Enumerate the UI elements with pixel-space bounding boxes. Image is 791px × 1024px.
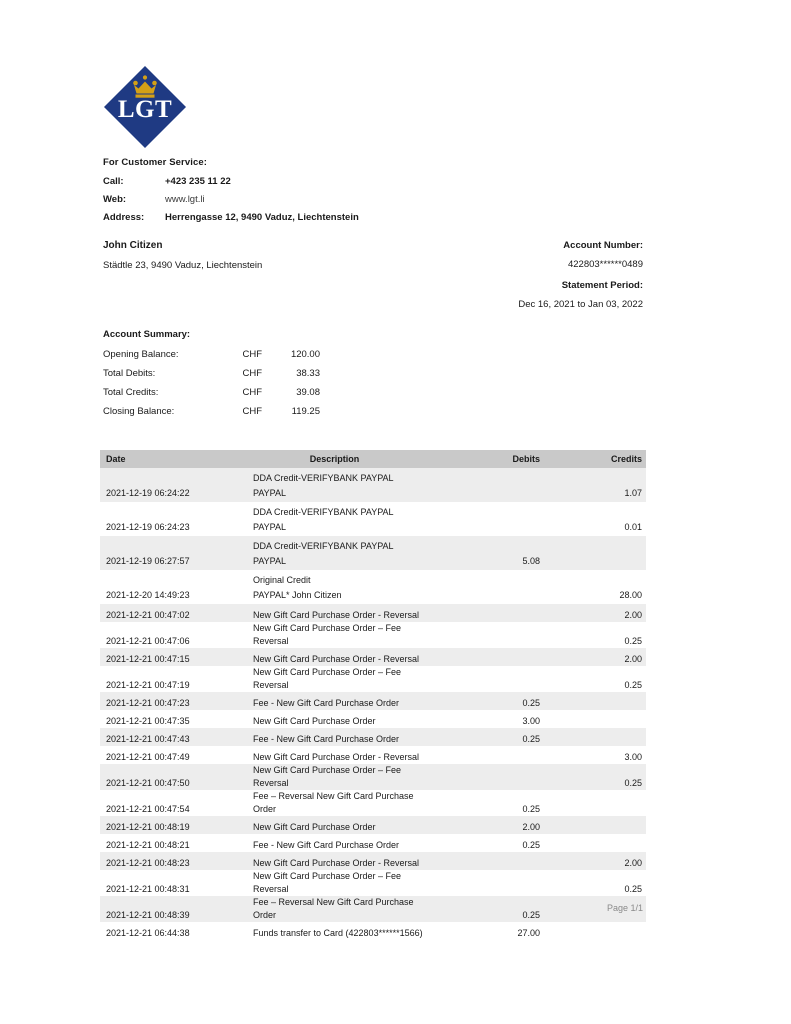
description-line-2: New Gift Card Purchase Order – Fee Reversal (253, 871, 402, 894)
cell-credit (546, 710, 646, 728)
cell-date: 2021-12-21 00:48:31 (106, 884, 190, 894)
cell-description (227, 502, 442, 536)
cell-credit (546, 834, 646, 852)
cell-date: 2021-12-21 00:47:15 (100, 648, 227, 666)
total-credits-amount: 39.08 (296, 387, 320, 398)
address-value: Herrengasse 12, 9490 Vaduz, Liechtenstein (165, 212, 359, 223)
table-row[interactable] (100, 746, 646, 764)
cell-description (227, 622, 442, 648)
cell-debit (442, 648, 546, 666)
cell-debit (442, 852, 546, 870)
cell-debit (442, 604, 546, 622)
cell-date: 2021-12-21 00:47:02 (100, 604, 227, 622)
cell-debit: 3.00 (522, 716, 540, 726)
cell-description (227, 666, 442, 692)
table-row[interactable] (100, 502, 646, 536)
cell-date: 2021-12-20 14:49:23 (106, 590, 190, 600)
account-holder-block (103, 240, 262, 271)
cell-description (227, 692, 442, 710)
cell-credit: 1.07 (546, 468, 646, 502)
description-line-2: Fee – Reversal New Gift Card Purchase Order (253, 897, 414, 920)
cell-credit: 0.25 (624, 680, 642, 690)
summary-row-total-debits (103, 368, 320, 379)
account-number-value: 422803******0489 (567, 259, 643, 270)
cell-debit (442, 870, 546, 896)
table-row[interactable] (100, 870, 646, 896)
description-line-2: Funds transfer to Card (422803******1566) (253, 928, 423, 938)
total-credits-currency: CHF (242, 387, 262, 398)
table-row[interactable] (100, 622, 646, 648)
description-line-1: DDA Credit-VERIFYBANK PAYPAL (253, 541, 394, 551)
cell-debit: 27.00 (517, 928, 540, 938)
description-line-2: Fee – Reversal New Gift Card Purchase Order (253, 791, 414, 814)
table-row[interactable] (100, 816, 646, 834)
description-line-2: New Gift Card Purchase Order – Fee Reversal (253, 765, 402, 788)
cell-description (227, 790, 442, 816)
cell-credit: 0.25 (546, 764, 646, 790)
account-summary-title: Account Summary: (103, 329, 191, 340)
cell-description (227, 710, 442, 728)
description-line-2: PAYPAL (253, 522, 287, 532)
description-line-2: New Gift Card Purchase Order – Fee Reversal (253, 667, 402, 690)
opening-balance-label: Opening Balance: (103, 349, 179, 360)
cell-debit: 2.00 (442, 816, 546, 834)
cell-description (227, 570, 442, 604)
table-row[interactable] (100, 692, 646, 710)
cell-description (227, 536, 442, 570)
description-line-2: New Gift Card Purchase Order (253, 716, 376, 726)
summary-row-opening-balance (103, 349, 320, 360)
table-row[interactable] (100, 710, 646, 728)
cell-description (227, 764, 442, 790)
description-line-2: Fee - New Gift Card Purchase Order (253, 734, 400, 744)
description-line-2: New Gift Card Purchase Order - Reversal (253, 752, 420, 762)
description-line-2: New Gift Card Purchase Order - Reversal (253, 858, 420, 868)
cell-description (227, 604, 442, 622)
cell-debit: 0.25 (442, 728, 546, 746)
page-number: Page 1/1 (606, 903, 643, 913)
table-row[interactable] (100, 790, 646, 816)
call-label: Call: (103, 176, 124, 187)
table-row[interactable] (100, 728, 646, 746)
table-row[interactable] (100, 834, 646, 852)
cell-credit (546, 922, 646, 940)
cell-description (227, 746, 442, 764)
transactions-table-header (100, 450, 646, 468)
column-header-description[interactable]: Description (227, 450, 442, 468)
account-info-block (383, 240, 643, 310)
cell-date: 2021-12-21 00:48:39 (100, 896, 227, 922)
cell-credit: 2.00 (546, 852, 646, 870)
cell-date: 2021-12-21 00:47:49 (106, 752, 190, 762)
cell-description (227, 648, 442, 666)
customer-service-row-web (103, 194, 359, 205)
total-debits-label: Total Debits: (103, 368, 156, 379)
cell-date: 2021-12-19 06:24:22 (100, 468, 227, 502)
account-holder-name: John Citizen (103, 240, 163, 251)
cell-description (227, 870, 442, 896)
summary-row-closing-balance (103, 406, 320, 417)
opening-balance-amount: 120.00 (290, 349, 320, 360)
cell-debit (442, 502, 546, 536)
table-row[interactable] (100, 896, 646, 922)
description-line-2: New Gift Card Purchase Order (253, 822, 376, 832)
description-line-2: PAYPAL (253, 556, 287, 566)
cell-date: 2021-12-21 06:44:38 (106, 928, 190, 938)
cell-date: 2021-12-21 00:47:19 (106, 680, 190, 690)
cell-credit (546, 790, 646, 816)
cell-date: 2021-12-21 00:48:21 (106, 840, 190, 850)
closing-balance-amount: 119.25 (291, 406, 320, 417)
cell-debit (442, 622, 546, 648)
transactions-table (100, 450, 646, 940)
cell-credit (546, 816, 646, 834)
cell-debit (442, 570, 546, 604)
description-line-1: DDA Credit-VERIFYBANK PAYPAL (253, 507, 394, 517)
cell-debit: 0.25 (522, 840, 540, 850)
account-number-label: Account Number: (563, 240, 643, 251)
closing-balance-label: Closing Balance: (103, 406, 175, 417)
column-header-date[interactable]: Date (100, 450, 227, 468)
cell-credit (546, 536, 646, 570)
column-header-debits[interactable]: Debits (442, 450, 546, 468)
cell-description (227, 852, 442, 870)
cell-debit (442, 764, 546, 790)
cell-date: 2021-12-21 00:47:50 (100, 764, 227, 790)
summary-row-total-credits (103, 387, 320, 398)
cell-debit (442, 746, 546, 764)
cell-date: 2021-12-21 00:47:06 (106, 636, 190, 646)
description-line-2: PAYPAL (253, 488, 287, 498)
description-line-2: New Gift Card Purchase Order - Reversal (253, 610, 420, 620)
cell-description (227, 834, 442, 852)
transactions-section (100, 450, 646, 940)
cell-credit: 2.00 (546, 648, 646, 666)
cell-date: 2021-12-19 06:27:57 (100, 536, 227, 570)
statement-period-label: Statement Period: (561, 280, 643, 291)
total-debits-amount: 38.33 (296, 368, 320, 379)
cell-credit: 2.00 (546, 604, 646, 622)
cell-credit: 0.25 (624, 636, 642, 646)
table-header-row (100, 450, 646, 468)
column-header-credits[interactable]: Credits (546, 450, 646, 468)
cell-credit: 28.00 (619, 590, 642, 600)
opening-balance-currency: CHF (242, 349, 262, 360)
cell-debit: 0.25 (442, 896, 546, 922)
cell-debit (442, 666, 546, 692)
table-row[interactable] (100, 468, 646, 502)
description-line-1: DDA Credit-VERIFYBANK PAYPAL (253, 473, 394, 483)
cell-credit (546, 728, 646, 746)
table-row[interactable] (100, 922, 646, 940)
closing-balance-currency: CHF (242, 406, 262, 417)
cell-date: 2021-12-21 00:47:43 (100, 728, 227, 746)
web-label: Web: (103, 194, 127, 205)
call-value: +423 235 11 22 (165, 176, 231, 187)
cell-credit: 0.25 (624, 884, 642, 894)
description-line-2: Fee - New Gift Card Purchase Order (253, 840, 400, 850)
cell-date: 2021-12-21 00:47:35 (106, 716, 190, 726)
customer-service-block (103, 157, 359, 230)
cell-debit: 5.08 (442, 536, 546, 570)
cell-debit: 0.25 (442, 692, 546, 710)
svg-text:LGT: LGT (117, 96, 173, 123)
customer-service-title: For Customer Service: (103, 157, 207, 168)
table-row[interactable] (100, 666, 646, 692)
description-line-2: Fee - New Gift Card Purchase Order (253, 698, 400, 708)
customer-service-row-address (103, 212, 359, 223)
cell-description (227, 922, 442, 940)
account-summary-block (103, 329, 320, 425)
table-row[interactable] (100, 764, 646, 790)
cell-description (227, 896, 442, 922)
account-holder-address: Städtle 23, 9490 Vaduz, Liechtenstein (103, 260, 263, 271)
cell-date: 2021-12-21 00:47:23 (100, 692, 227, 710)
cell-date: 2021-12-21 00:48:23 (100, 852, 227, 870)
table-row[interactable] (100, 536, 646, 570)
table-row[interactable] (100, 648, 646, 666)
cell-credit: 3.00 (624, 752, 642, 762)
table-row[interactable] (100, 852, 646, 870)
lgt-logo (101, 63, 189, 151)
cell-description (227, 468, 442, 502)
cell-description (227, 816, 442, 834)
description-line-2: New Gift Card Purchase Order – Fee Reversal (253, 623, 402, 646)
lgt-diamond-icon (101, 63, 189, 151)
cell-date: 2021-12-21 00:48:19 (100, 816, 227, 834)
cell-debit (442, 468, 546, 502)
description-line-1: Original Credit (253, 575, 311, 585)
table-row[interactable] (100, 570, 646, 604)
total-debits-currency: CHF (242, 368, 262, 379)
cell-description (227, 728, 442, 746)
cell-date: 2021-12-19 06:24:23 (106, 522, 190, 532)
description-line-2: PAYPAL* John Citizen (253, 590, 342, 600)
cell-date: 2021-12-21 00:47:54 (106, 804, 190, 814)
cell-credit: 0.01 (624, 522, 642, 532)
customer-service-row-call (103, 176, 359, 187)
table-row[interactable] (100, 604, 646, 622)
transactions-table-body (100, 468, 646, 940)
cell-credit (546, 692, 646, 710)
address-label: Address: (103, 212, 145, 223)
web-value[interactable]: www.lgt.li (165, 194, 205, 205)
total-credits-label: Total Credits: (103, 387, 159, 398)
description-line-2: New Gift Card Purchase Order - Reversal (253, 654, 420, 664)
statement-period-value: Dec 16, 2021 to Jan 03, 2022 (518, 299, 643, 310)
cell-debit: 0.25 (522, 804, 540, 814)
